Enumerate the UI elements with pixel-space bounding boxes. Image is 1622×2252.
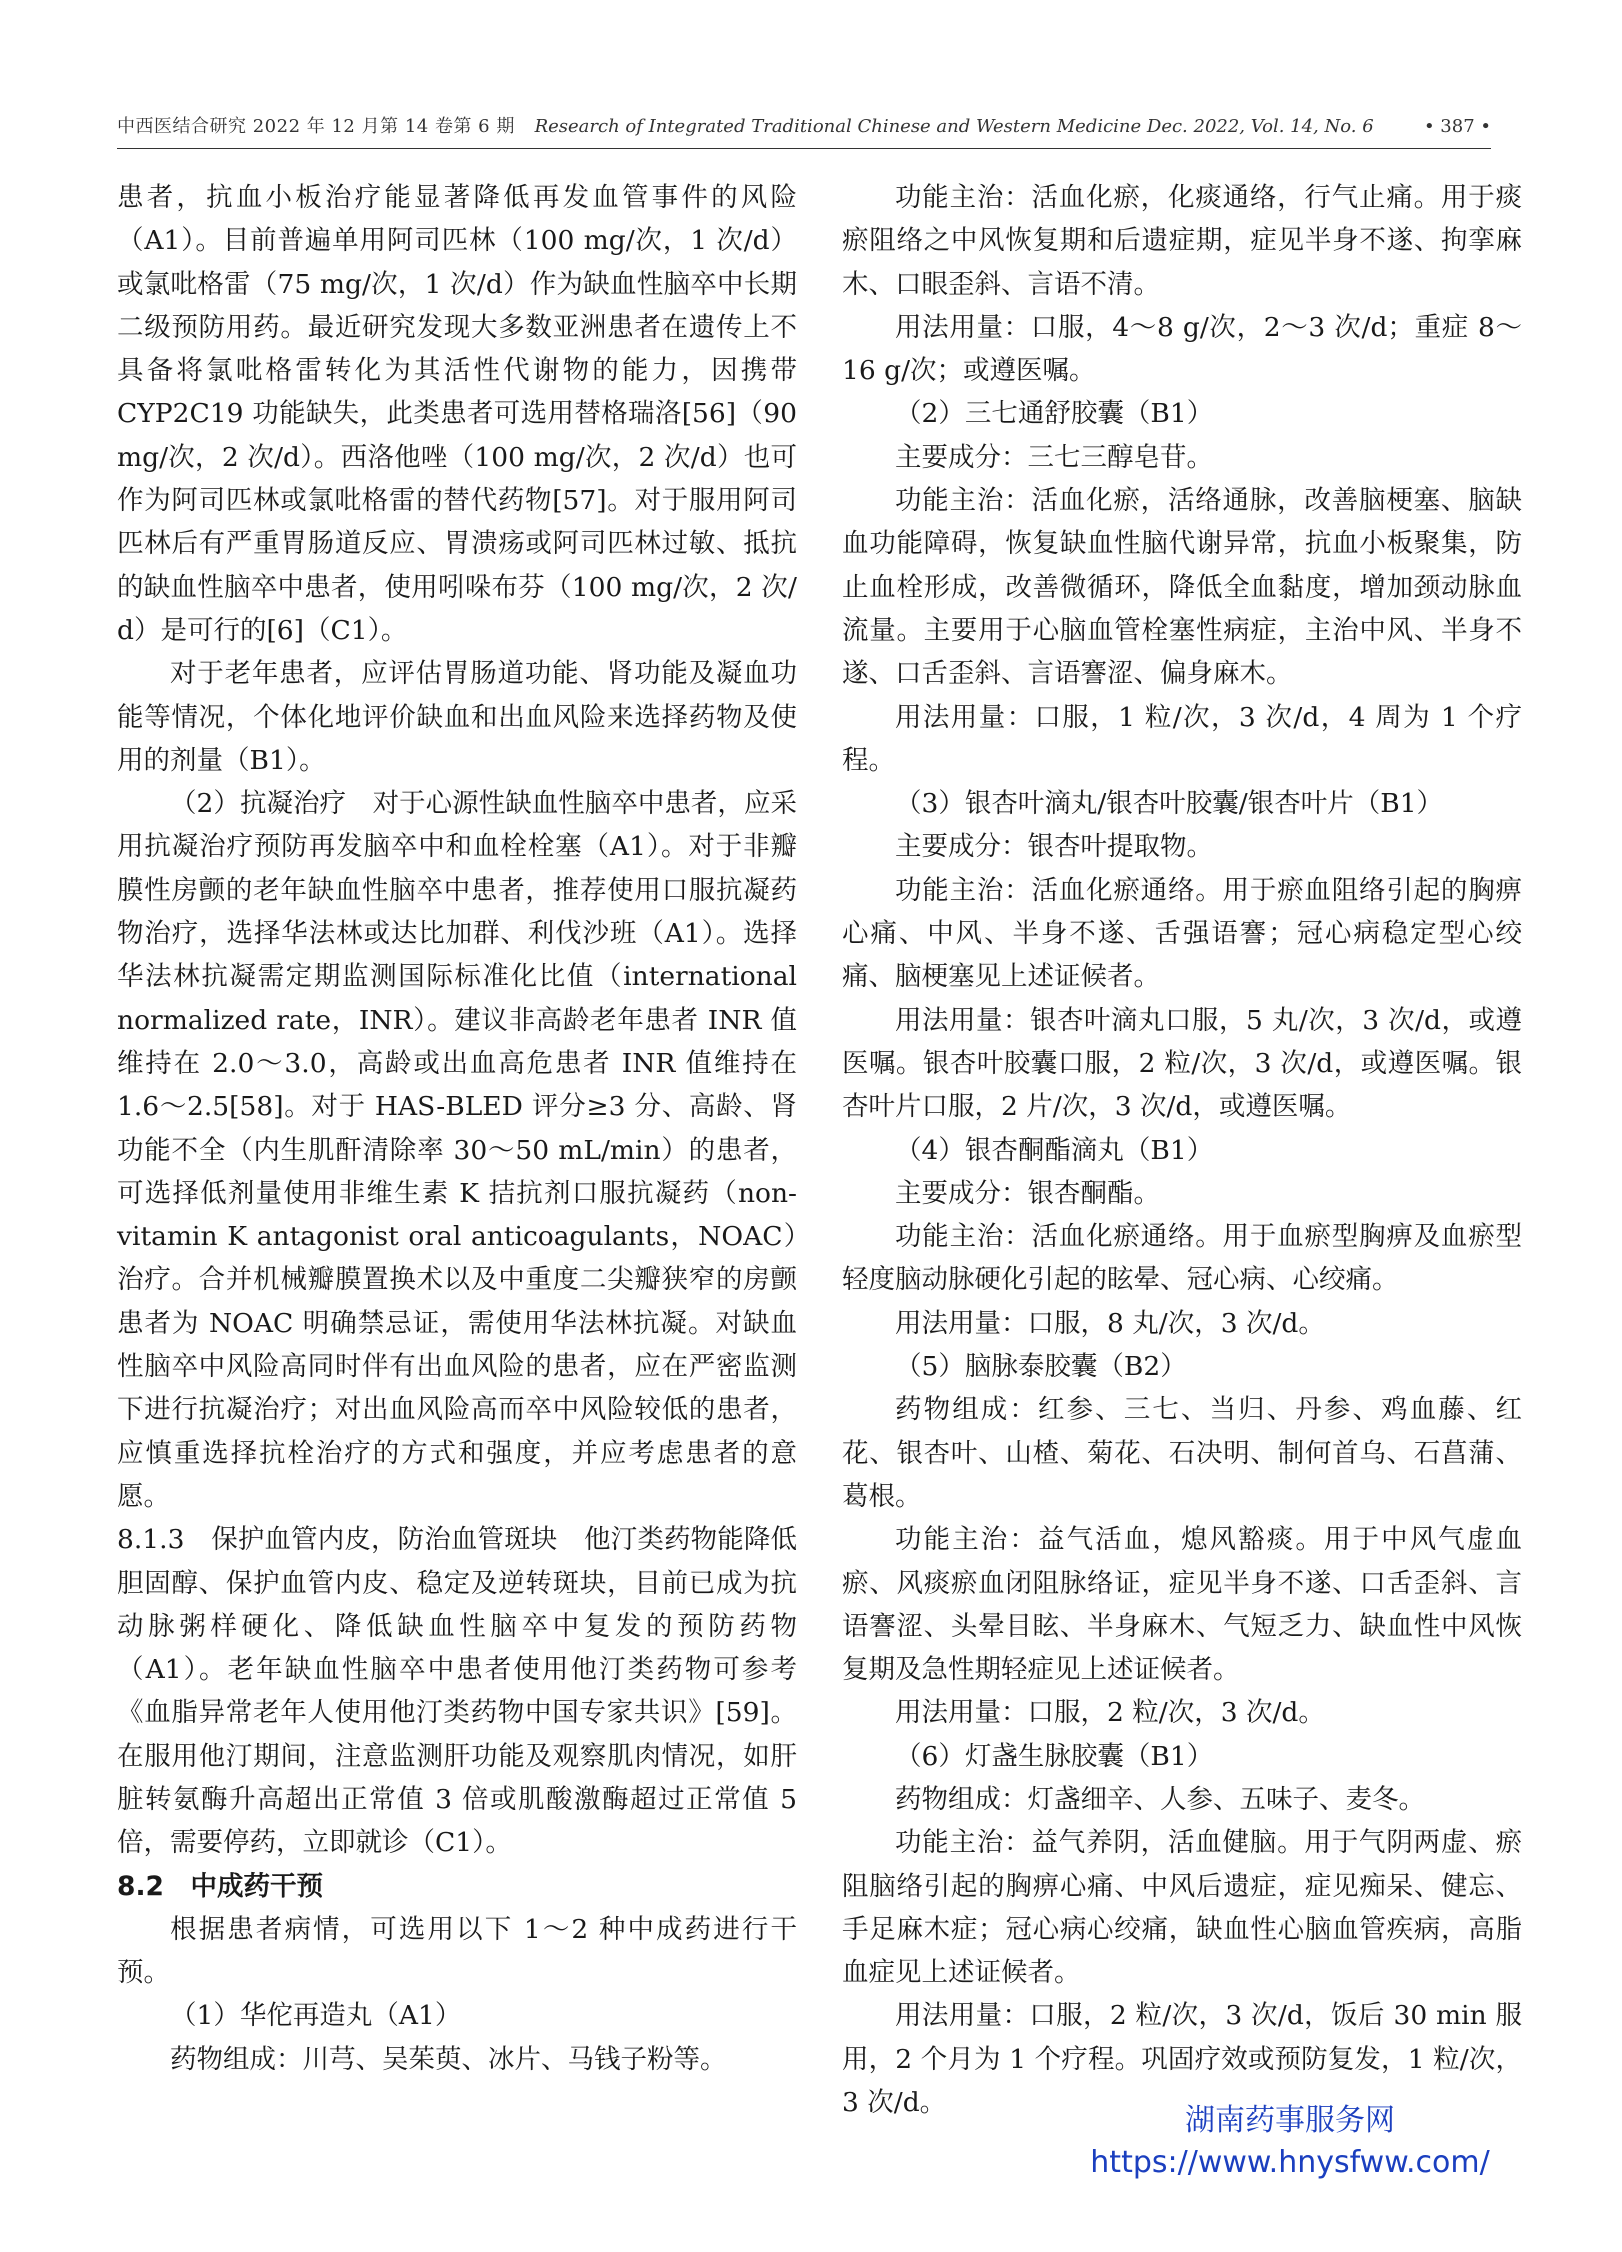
paragraph: （2）抗凝治疗 对于心源性缺血性脑卒中患者，应采用抗凝治疗预防再发脑卒中和血栓栓塞（A1）。对于非瓣膜性房颤的老年缺血性脑卒中患者，推荐使用口服抗凝药物治疗，选择华法林或达比加群、利伐沙班（A1）。选择华法林抗凝需定期监测国际标准化比值（international normalized rate，INR）。建议非高龄老年患者 INR 值维持在 2.0～3.0，高龄或出血高危患者 INR 值维持在 1.6～2.5[58]。对于 HAS-BLED 评分≥3 分、高龄、肾功能不全（内生肌酐清除率 30～50 mL/min）的患者，可选择低剂量使用非维生素 K 拮抗剂口服抗凝药（non-vitamin K antagonist oral anticoagulants，NOAC）治疗。合并机械瓣膜置换术以及中重度二尖瓣狭窄的房颤患者为 NOAC 明确禁忌证，需使用华法林抗凝。对缺血性脑卒中风险高同时伴有出血风险的患者，应在严密监测下进行抗凝治疗；对出血风险高而卒中风险较低的患者，应慎重选择抗栓治疗的方式和强度，并应考虑患者的意愿。 (117, 788, 797, 1512)
paragraph: （2）三七通舒胶囊（B1） (895, 398, 1214, 430)
paragraph: （3）银杏叶滴丸/银杏叶胶囊/银杏叶片（B1） (895, 788, 1444, 820)
site-watermark (1040, 2100, 1540, 2184)
paragraph: 主要成分：三七三醇皂苷。 (895, 441, 1213, 473)
watermark-url[interactable]: https://www.hnysfww.com/ (1090, 2145, 1490, 2180)
section-heading: 8.2 中成药干预 (117, 1870, 323, 1902)
paragraph: 主要成分：银杏叶提取物。 (895, 831, 1213, 863)
right-column (842, 176, 1522, 2124)
running-header (117, 112, 1491, 142)
paragraph: 用法用量：银杏叶滴丸口服，5 丸/次，3 次/d，或遵医嘱。银杏叶胶囊口服，2 粒/次，3 次/d，或遵医嘱。银杏叶片口服，2 片/次，3 次/d，或遵医嘱。 (842, 1004, 1522, 1123)
watermark-site-name: 湖南药事服务网 (1185, 2103, 1395, 2138)
paragraph: 药物组成：红参、三七、当归、丹参、鸡血藤、红花、银杏叶、山楂、菊花、石决明、制何首乌、石菖蒲、葛根。 (842, 1394, 1522, 1512)
header-divider (117, 148, 1491, 149)
paragraph: 功能主治：益气活血，熄风豁痰。用于中风气虚血瘀、风痰瘀血闭阻脉络证，症见半身不遂、口舌歪斜、言语謇涩、头晕目眩、半身麻木、气短乏力、缺血性中风恢复期及急性期轻症见上述证候者。 (842, 1524, 1522, 1686)
paragraph: 功能主治：益气养阴，活血健脑。用于气阴两虚、瘀阻脑络引起的胸痹心痛、中风后遗症，症见痴呆、健忘、手足麻木症；冠心病心绞痛，缺血性心脑血管疾病，高脂血症见上述证候者。 (842, 1827, 1522, 1989)
paragraph: 药物组成：川芎、吴茱萸、冰片、马钱子粉等。 (170, 2043, 727, 2075)
paragraph: （6）灯盏生脉胶囊（B1） (895, 1740, 1214, 1772)
paragraph: 功能主治：活血化瘀通络。用于血瘀型胸痹及血瘀型轻度脑动脉硬化引起的眩晕、冠心病、心绞痛。 (842, 1221, 1522, 1296)
paragraph: 用法用量：口服，4～8 g/次，2～3 次/d；重症 8～16 g/次；或遵医嘱。 (842, 311, 1522, 387)
paragraph: 功能主治：活血化瘀，活络通脉，改善脑梗塞、脑缺血功能障碍，恢复缺血性脑代谢异常，抗血小板聚集，防止血栓形成，改善微循环，降低全血黏度，增加颈动脉血流量。主要用于心脑血管栓塞性病症，主治中风、半身不遂、口舌歪斜、言语謇涩、偏身麻木。 (842, 485, 1522, 690)
subsection-paragraph: 8.1.3 保护血管内皮，防治血管斑块 他汀类药物能降低胆固醇、保护血管内皮、稳定及逆转斑块，目前已成为抗动脉粥样硬化、降低缺血性脑卒中复发的预防药物（A1）。老年缺血性脑卒中患者使用他汀类药物可参考《血脂异常老年人使用他汀类药物中国专家共识》[59]。在服用他汀期间，注意监测肝功能及观察肌肉情况，如肝脏转氨酶升高超出正常值 3 倍或肌酸激酶超过正常值 5 倍，需要停药，立即就诊（C1）。 (117, 1524, 797, 1859)
journal-title-en: Research of Integrated Traditional Chinese and Western Medicine Dec. 2022, Vol. 14, No. 6 (534, 116, 1374, 137)
paragraph: 根据患者病情，可选用以下 1～2 种中成药进行干预。 (117, 1913, 797, 1989)
paragraph: 用法用量：口服，8 丸/次，3 次/d。 (895, 1307, 1325, 1339)
paragraph: （5）脑脉泰胶囊（B2） (895, 1351, 1187, 1383)
paragraph: （4）银杏酮酯滴丸（B1） (895, 1134, 1214, 1166)
page-number: • 387 • (1423, 116, 1491, 137)
paragraph: 患者，抗血小板治疗能显著降低再发血管事件的风险（A1）。目前普遍单用阿司匹林（100 mg/次，1 次/d）或氯吡格雷（75 mg/次，1 次/d）作为缺血性脑卒中长期二级预防用药。最近研究发现大多数亚洲患者在遗传上不具备将氯吡格雷转化为其活性代谢物的能力，因携带 CYP2C19 功能缺失，此类患者可选用替格瑞洛[56]（90 mg/次，2 次/d）。西洛他唑（100 mg/次，2 次/d）也可作为阿司匹林或氯吡格雷的替代药物[57]。对于服用阿司匹林后有严重胃肠道反应、胃溃疡或阿司匹林过敏、抵抗的缺血性脑卒中患者，使用吲哚布芬（100 mg/次，2 次/ d）是可行的[6]（C1）。 (117, 182, 797, 646)
paragraph: 主要成分：银杏酮酯。 (895, 1177, 1160, 1209)
paragraph: 用法用量：口服，1 粒/次，3 次/d，4 周为 1 个疗程。 (842, 701, 1522, 776)
left-column (117, 176, 797, 2081)
paragraph: 功能主治：活血化瘀，化痰通络，行气止痛。用于痰瘀阻络之中风恢复期和后遗症期，症见半身不遂、拘挛麻木、口眼歪斜、言语不清。 (842, 182, 1522, 300)
paragraph: 药物组成：灯盏细辛、人参、五味子、麦冬。 (895, 1783, 1425, 1815)
paragraph: 用法用量：口服，2 粒/次，3 次/d。 (895, 1697, 1325, 1729)
paragraph: 功能主治：活血化瘀通络。用于瘀血阻络引起的胸痹心痛、中风、半身不遂、舌强语謇；冠心病稳定型心绞痛、脑梗塞见上述证候者。 (842, 874, 1522, 993)
paragraph: （1）华佗再造丸（A1） (170, 2000, 462, 2032)
paragraph: 对于老年患者，应评估胃肠道功能、肾功能及凝血功能等情况，个体化地评价缺血和出血风险来选择药物及使用的剂量（B1）。 (117, 658, 797, 776)
paragraph: 用法用量：口服，2 粒/次，3 次/d，饭后 30 min 服用，2 个月为 1 个疗程。巩固疗效或预防复发，1 粒/次，3 次/d。 (842, 2000, 1522, 2119)
journal-title-cn: 中西医结合研究 2022 年 12 月第 14 卷第 6 期 (117, 116, 515, 137)
